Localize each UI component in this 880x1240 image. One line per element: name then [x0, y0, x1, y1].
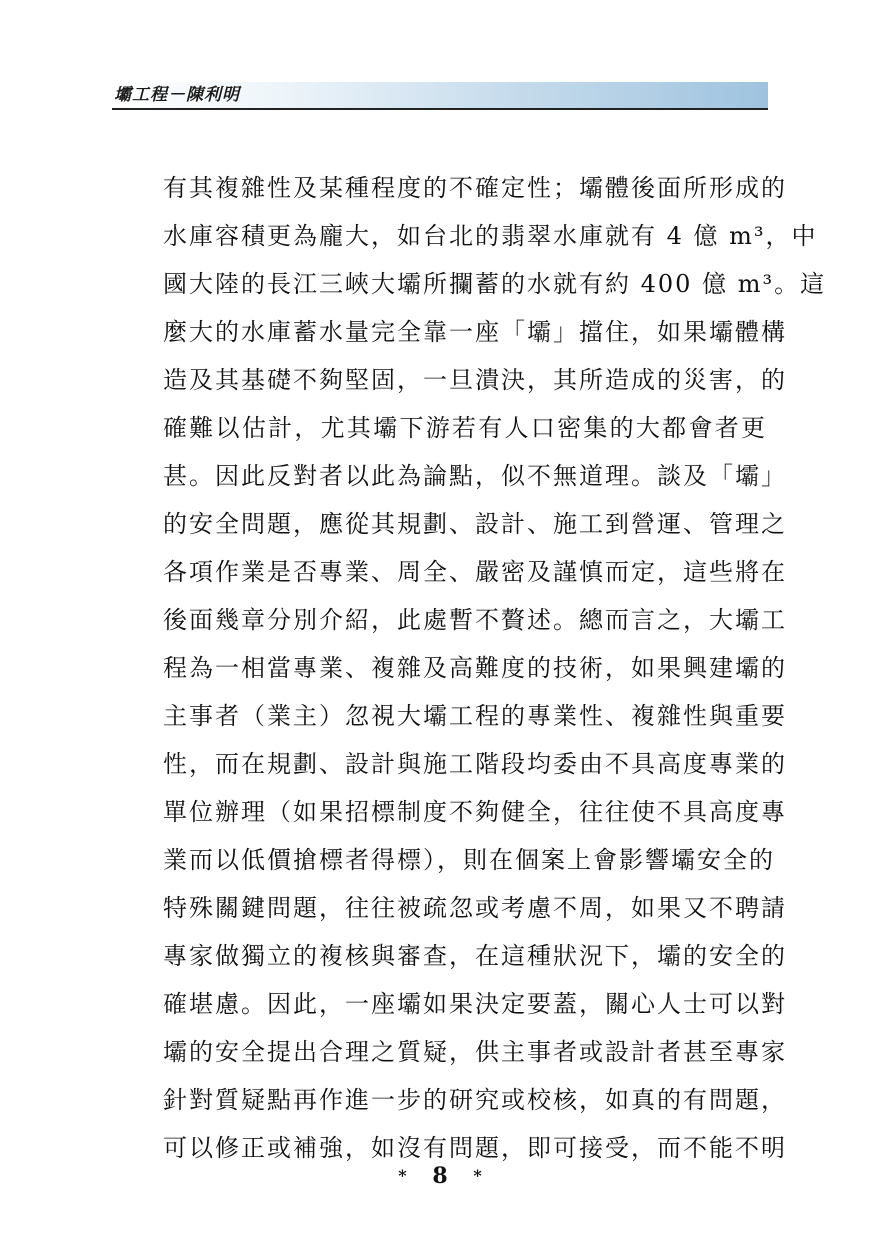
text-line: 國大陸的長江三峽大壩所攔蓄的水就有約 400 億 m³。這: [163, 270, 827, 298]
text-line: 可以修正或補強，如沒有問題，即可接受，而不能不明: [163, 1134, 787, 1162]
text-line: 的安全問題，應從其規劃、設計、施工到營運、管理之: [163, 510, 787, 538]
text-line: 造及其基礎不夠堅固，一旦潰決，其所造成的災害，的: [163, 366, 787, 394]
text-line: 程為一相當專業、複雜及高難度的技術，如果興建壩的: [163, 654, 787, 682]
page-footer: [0, 1160, 880, 1191]
text-line: 專家做獨立的複核與審查，在這種狀況下，壩的安全的: [163, 942, 787, 970]
text-line: 後面幾章分別介紹，此處暫不贅述。總而言之，大壩工: [163, 606, 787, 634]
text-line: 甚。因此反對者以此為論點，似不無道理。談及「壩」: [163, 462, 787, 490]
text-line: 各項作業是否專業、周全、嚴密及謹慎而定，這些將在: [163, 558, 787, 586]
text-line: 確堪慮。因此，一座壩如果決定要蓋，關心人士可以對: [163, 990, 787, 1018]
text-line: 主事者（業主）忽視大壩工程的專業性、複雜性與重要: [163, 702, 787, 730]
text-line: 壩的安全提出合理之質疑，供主事者或設計者甚至專家: [163, 1038, 787, 1066]
text-line: 有其複雜性及某種程度的不確定性；壩體後面所形成的: [163, 174, 787, 202]
header-divider: [112, 108, 768, 110]
body-paragraph: [163, 164, 827, 1172]
text-line: 確難以估計，尤其壩下游若有人口密集的大都會者更: [163, 414, 767, 442]
text-line: 水庫容積更為龐大，如台北的翡翠水庫就有 4 億 m³，中: [163, 222, 818, 250]
text-line: 針對質疑點再作進一步的研究或校核，如真的有問題，: [163, 1086, 787, 1114]
footer-star-left: *: [398, 1166, 407, 1185]
page-number: 8: [432, 1163, 448, 1189]
running-header-title: 壩工程－陳利明: [114, 85, 240, 105]
text-line: 性，而在規劃、設計與施工階段均委由不具高度專業的: [163, 750, 787, 778]
text-line: 麼大的水庫蓄水量完全靠一座「壩」擋住，如果壩體構: [163, 318, 787, 346]
text-line: 單位辦理（如果招標制度不夠健全，往往使不具高度專: [163, 798, 787, 826]
text-line: 業而以低價搶標者得標），則在個案上會影響壩安全的: [163, 846, 775, 874]
footer-star-right: *: [473, 1166, 482, 1185]
text-line: 特殊關鍵問題，往往被疏忽或考慮不周，如果又不聘請: [163, 894, 787, 922]
